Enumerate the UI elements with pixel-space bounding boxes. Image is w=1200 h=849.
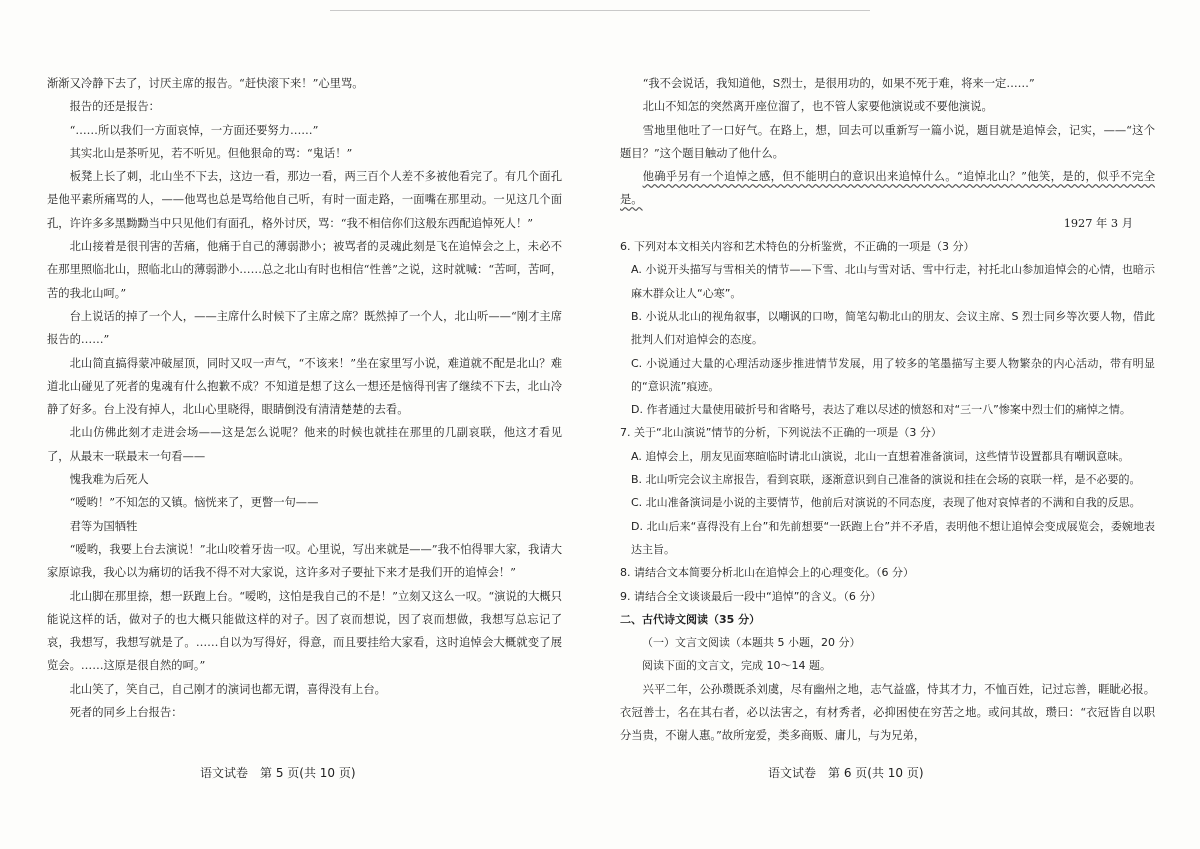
right-paragraph: 他确乎另有一个追悼之感，但不能明白的意识出来追悼什么。“追悼北山？”他笑，是的，似乎不完全是。 bbox=[620, 170, 1155, 207]
left-paragraph: 死者的同乡上台报告： bbox=[69, 706, 183, 720]
right-paragraph: （一）文言文阅读（本题共 5 小题，20 分） bbox=[642, 636, 861, 650]
page-footer-5: 语文试卷 第 5 页(共 10 页) bbox=[200, 766, 356, 780]
left-paragraph: 渐渐又冷静下去了，讨厌主席的报告。“赶快滚下来！”心里骂。 bbox=[47, 77, 364, 90]
right-paragraph: B. 北山听完会议主席报告，看到哀联，逐渐意识到自己准备的演说和挂在会场的哀联一样，是不必要的。 bbox=[631, 473, 1141, 487]
right-paragraph: 二、古代诗文阅读（35 分） bbox=[620, 612, 761, 626]
left-paragraph: “嗳哟，我要上台去演说！”北山咬着牙齿一叹。心里说，写出来就是——”我不怕得罪大家，我请大家原谅我，我心以为痛切的话我不得不对大家说，这许多对子要扯下来才是我们开的追悼会！” bbox=[47, 542, 562, 580]
right-paragraph: 7. 关于“北山演说”情节的分析，下列说法不正确的一项是（3 分） bbox=[620, 426, 942, 440]
page-footer-6: 语文试卷 第 6 页(共 10 页) bbox=[768, 766, 924, 780]
top-rule bbox=[330, 10, 870, 11]
left-paragraph: 报告的还是报告： bbox=[69, 100, 160, 114]
right-column bbox=[620, 72, 1155, 748]
left-column bbox=[47, 72, 562, 724]
left-paragraph: 北山笑了，笑自己，自己刚才的演词也都无谓，喜得没有上台。 bbox=[69, 682, 386, 696]
right-paragraph: 雪地里他吐了一口好气。在路上，想，回去可以重新写一篇小说，题目就是追悼会，记实，——“这个题目？”这个题目触动了他什么。 bbox=[620, 123, 1155, 160]
left-paragraph: 君等为国牺牲 bbox=[69, 519, 138, 533]
left-paragraph: “……所以我们一方面哀悼，一方面还要努力……” bbox=[69, 123, 319, 137]
right-paragraph: 6. 下列对本文相关内容和艺术特色的分析鉴赏，不正确的一项是（3 分） bbox=[620, 240, 975, 254]
left-paragraph: 台上说话的掉了一个人，——主席什么时候下了主席之席？既然掉了一个人，北山听——“刚才主席报告的……” bbox=[47, 309, 562, 347]
right-paragraph: A. 小说开头描写与雪相关的情节——下雪、北山与雪对话、雪中行走，衬托北山参加追悼会的心情，也暗示麻木群众让人“心寒”。 bbox=[631, 263, 1155, 300]
left-paragraph: 板凳上长了刺，北山坐不下去，这边一看，那边一看，两三百个人差不多被他看完了。有几个面孔是他平素所痛骂的人，——他骂也总是骂给他自己听，有时一面走路，一面嘴在那里动。一见这几个面孔，许许多多黑黝黝当中只见他们有面孔，格外讨厌，骂：“我不相信你们这般东西配追悼死人！” bbox=[47, 170, 562, 230]
right-paragraph: 1927 年 3 月 bbox=[1063, 216, 1133, 230]
right-paragraph: 兴平二年，公孙瓒既杀刘虞，尽有幽州之地，志气益盛，恃其才力，不恤百姓，记过忘善，睚眦必报。衣冠善士，名在其右者，必以法害之，有材秀者，必抑困使在穷苦之地。或问其故，瓒曰：“衣冠皆自以职分当贵，不谢人惠。”故所宠爱，类多商贩、庸儿，与为兄弟， bbox=[620, 682, 1155, 743]
right-paragraph: D. 北山后来“喜得没有上台”和先前想要“一跃跑上台”并不矛盾，表明他不想让追悼会变成展览会，委婉地表达主旨。 bbox=[631, 519, 1155, 556]
left-paragraph: 北山简直搞得蒙冲破屋顶，同时又叹一声气，“不该来！”坐在家里写小说，难道就不配是北山？难道北山碰见了死者的鬼魂有什么抱歉不成？不知道是想了这么一想还是恼得刊害了继续不下去，北山冷静了好多。台上没有掉人，北山心里晓得，眼睛倒没有清清楚楚的去看。 bbox=[47, 356, 562, 417]
right-paragraph: 北山不知怎的突然离开座位溜了，也不管人家要他演说或不要他演说。 bbox=[642, 100, 993, 114]
left-paragraph: “嗳哟！”不知怎的又镇。恼恍来了，更瞥一句—— bbox=[69, 496, 319, 510]
right-paragraph: 9. 请结合全文谈谈最后一段中“追悼”的含义。（6 分） bbox=[620, 589, 882, 603]
right-paragraph: 阅读下面的文言文，完成 10～14 题。 bbox=[642, 659, 831, 673]
right-paragraph: C. 小说通过大量的心理活动逐步推进情节发展，用了较多的笔墨描写主要人物繁杂的内心活动，带有明显的“意识流”痕迹。 bbox=[631, 356, 1155, 393]
right-paragraph: “我不会说话，我知道他，S烈士，是很用功的，如果不死于难，将来一定……” bbox=[642, 77, 1035, 90]
left-paragraph: 其实北山是茶听见，若不听见。但他狠命的骂：“鬼话！” bbox=[69, 146, 353, 160]
left-paragraph: 北山接着是很刊害的苦痛，他痛于自己的薄弱渺小；被骂者的灵魂此刻是飞在追悼会之上，未必不在那里照临北山，照临北山的薄弱渺小……总之北山有时也相信“性善”之说，这时就喊：“苦呵，苦呵，苦的我北山呵。” bbox=[47, 240, 562, 300]
right-paragraph: A. 追悼会上，朋友见面寒暄临时请北山演说，北山一直想着准备演词，这些情节设置都具有嘲讽意味。 bbox=[631, 449, 1130, 463]
right-paragraph: B. 小说从北山的视角叙事，以嘲讽的口吻，简笔勾勒北山的朋友、会议主席、S 烈士同乡等次要人物，借此批判人们对追悼会的态度。 bbox=[631, 309, 1155, 347]
right-paragraph: 8. 请结合文本简要分析北山在追悼会上的心理变化。（6 分） bbox=[620, 566, 914, 580]
left-paragraph: 北山脚在那里捺，想一跃跑上台。“嗳哟，这怕是我自己的不是！”立刻又这么一叹。“演说的大概只能说这样的话，做对子的也大概只能做这样的对子。因了哀而想说，因了哀而想做，我想写总忘记了哀，我想写，我想写就是了。……自以为写得好，得意，而且要挂给大家看，这时追悼会大概就变了展览会。……这原是很自然的呵。” bbox=[47, 589, 562, 673]
right-paragraph: C. 北山准备演词是小说的主要情节，他前后对演说的不同态度，表现了他对哀悼者的不满和自我的反思。 bbox=[631, 496, 1141, 510]
left-paragraph: 北山仿佛此刻才走进会场——这是怎么说呢？他来的时候也就挂在那里的几副哀联，他这才看见了，从最末一联最末一句看—— bbox=[47, 426, 562, 463]
left-paragraph: 愧我难为后死人 bbox=[69, 473, 149, 487]
right-paragraph: D. 作者通过大量使用破折号和省略号，表达了难以尽述的愤怒和对“三一八”惨案中烈士们的痛悼之情。 bbox=[631, 403, 1131, 417]
